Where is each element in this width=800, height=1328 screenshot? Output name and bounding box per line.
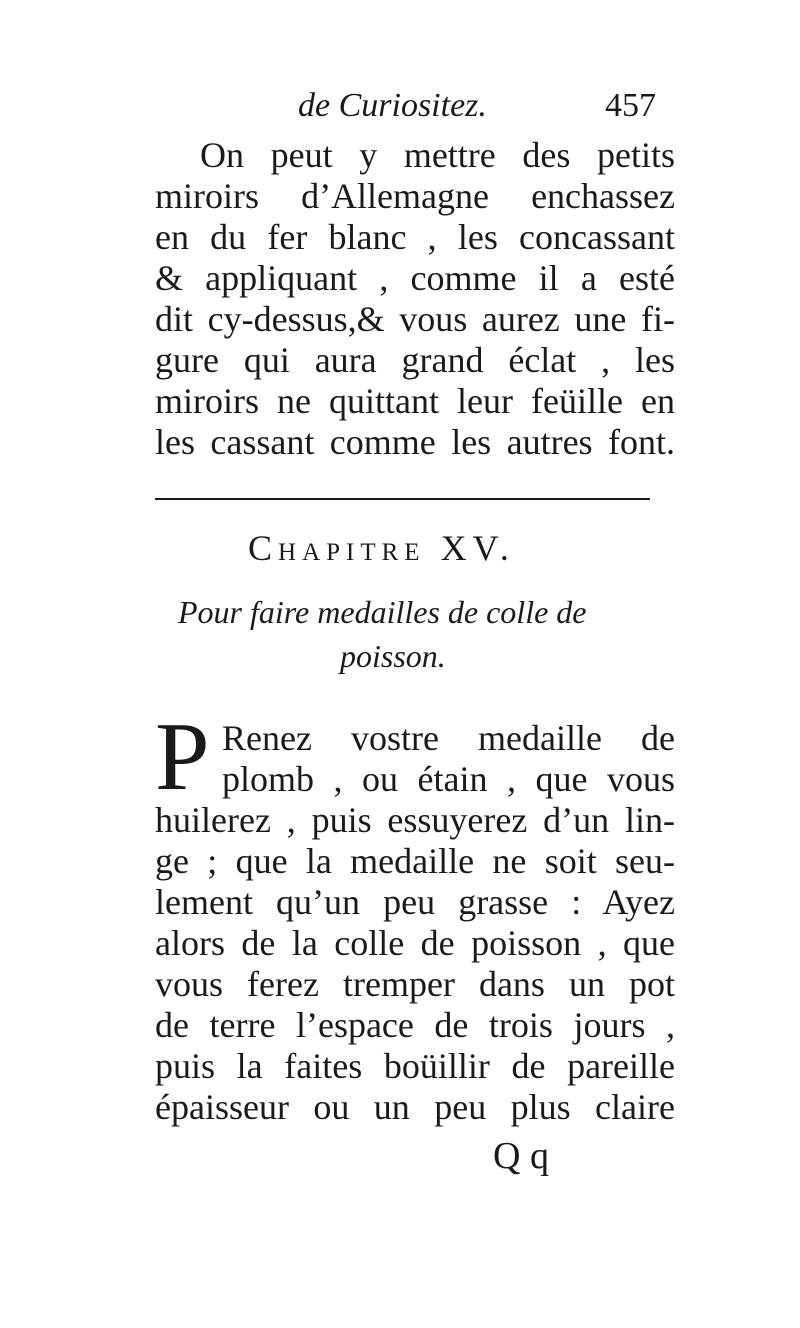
text-line: plomb , ou étain , que vous	[222, 759, 675, 799]
section-divider	[155, 498, 650, 500]
chapter-subtitle: Pour faire medailles de colle de	[178, 594, 587, 630]
text-line: gure qui aura grand éclat , les	[155, 340, 675, 380]
text-line: Renez vostre medaille de	[222, 718, 675, 758]
chapter-subtitle: poisson.	[340, 638, 446, 674]
text-line: ge ; que la medaille ne soit seu-	[155, 841, 675, 881]
page-number: 457	[605, 87, 656, 124]
text-line: alors de la colle de poisson , que	[155, 923, 675, 963]
text-line: les cassant comme les autres font.	[155, 422, 675, 462]
running-head: de Curiositez.	[298, 87, 487, 124]
text-line: puis la faites boüillir de pareille	[155, 1046, 675, 1086]
text-line: vous ferez tremper dans un pot	[155, 964, 675, 1004]
signature-mark: Q q	[493, 1135, 549, 1177]
text-line: & appliquant , comme il a esté	[155, 258, 675, 298]
text-line: On peut y mettre des petits	[200, 135, 675, 175]
text-line: épaisseur ou un peu plus claire	[155, 1087, 675, 1127]
text-line: huilerez , puis essuyerez d’un lin-	[155, 800, 675, 840]
text-line: lement qu’un peu grasse : Ayez	[155, 882, 675, 922]
text-line: en du fer blanc , les concassant	[155, 217, 675, 257]
text-line: miroirs ne quittant leur feüille en	[155, 381, 675, 421]
text-line: de terre l’espace de trois jours ,	[155, 1005, 675, 1045]
drop-cap: P	[155, 703, 210, 811]
text-line: miroirs d’Allemagne enchassez	[155, 176, 675, 216]
text-line: dit cy-dessus,& vous aurez une fi-	[155, 299, 675, 339]
chapter-heading: Chapitre XV.	[248, 528, 515, 568]
